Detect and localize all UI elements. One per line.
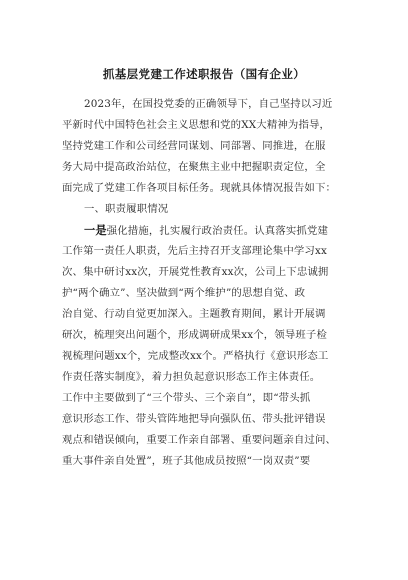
paragraph-line: 重大事件亲自处置”，班子其他成员按照“一岗双责”要 bbox=[62, 455, 311, 467]
paragraph-line: 2023年，在国投党委的正确领导下，自己坚持以习近 bbox=[84, 98, 333, 110]
paragraph-line: 面完成了党建工作各项目标任务。现就具体情况报告如下： bbox=[62, 182, 337, 194]
paragraph-line: 作责任落实制度》，着力担负起意识形态工作主体责任。 bbox=[62, 371, 321, 383]
paragraph-line: 务大局中提高政治站位，在聚焦主业中把握职责定位，全 bbox=[62, 161, 326, 173]
paragraph-line: 次、集中研讨xx次，开展党性教育xx次，公司上下忠诚拥 bbox=[62, 266, 329, 278]
paragraph-line: 治自觉、行动自觉更加深入。主题教育期间，累计开展调 bbox=[62, 308, 326, 320]
section-heading: 一、职责履职情况 bbox=[84, 203, 169, 215]
paragraph-line: 研次，梳理突出问题个，形成调研成果xx个，领导班子检 bbox=[62, 329, 327, 341]
paragraph-line: 意识形态工作、带头管阵地把导向强队伍、带头批评错误 bbox=[62, 413, 326, 425]
paragraph-line: 工作中主要做到了“三个带头、三个亲自”，即“带头抓 bbox=[62, 392, 311, 404]
paragraph-line: 视梳理问题xx个，完成整改xx个。严格执行《意识形态工 bbox=[62, 350, 329, 362]
paragraph-line: 观点和错误倾向，重要工作亲自部署、重要问题亲自过问、 bbox=[62, 434, 337, 446]
bold-lead-text: 一是 bbox=[84, 223, 107, 237]
paragraph-line: 坚持党建工作和公司经营同谋划、同部署、同推进，在服 bbox=[62, 140, 326, 152]
paragraph-line: 护“两个确立”、坚决做到“两个维护”的思想自觉、政 bbox=[62, 287, 306, 299]
paragraph-line bbox=[84, 223, 328, 238]
document-title: 抓基层党建工作述职报告（国有企业） bbox=[102, 67, 306, 81]
paragraph-line: 平新时代中国特色社会主义思想和党的XX大精神为指导， bbox=[62, 119, 331, 131]
paragraph-text: 强化措施，扎实履行政治责任。认真落实抓党建 bbox=[106, 225, 329, 237]
paragraph-line: 工作第一责任人职责，先后主持召开支部理论集中学习xx bbox=[62, 245, 327, 257]
